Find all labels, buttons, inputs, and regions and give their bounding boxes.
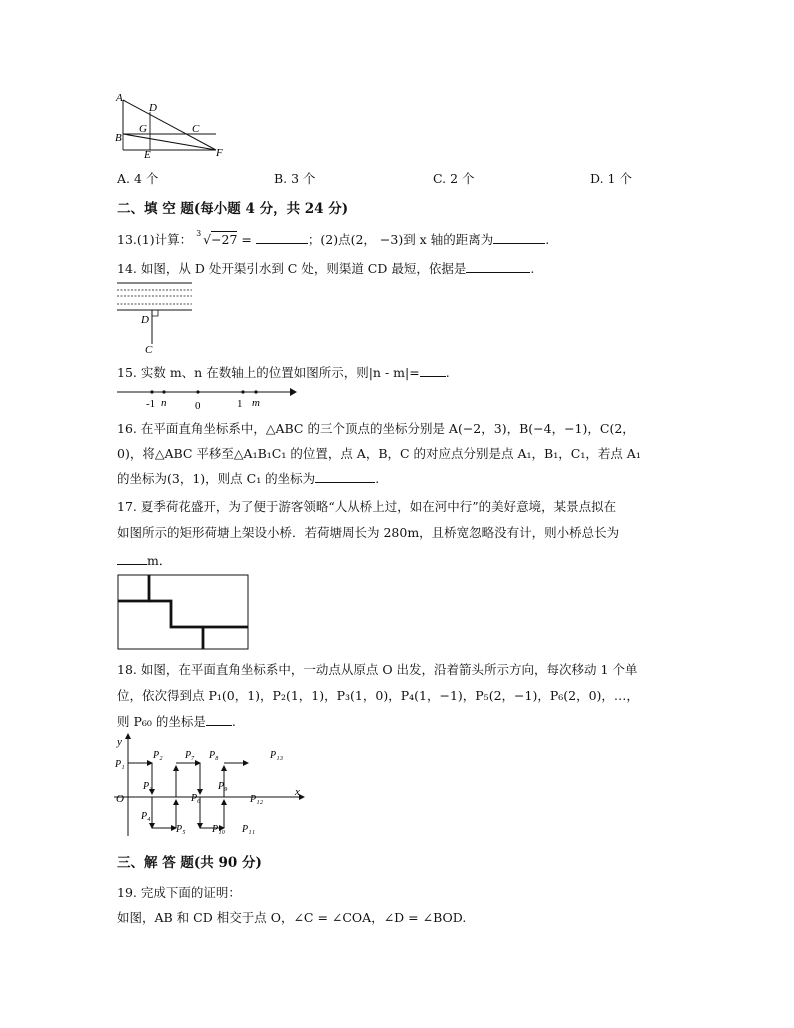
origin-label: O	[116, 793, 124, 805]
label-P11: P₁₁	[242, 824, 256, 835]
q18-end: .	[231, 714, 236, 729]
q12-triangle-figure	[112, 90, 232, 162]
q16-end: .	[375, 471, 380, 486]
label-E: E	[144, 149, 151, 161]
q15-blank[interactable]	[420, 364, 446, 377]
q13-part1: (1)计算：	[136, 232, 193, 247]
choice-a[interactable]: A. 4 个	[117, 171, 159, 186]
q13-part2: ；(2)点(2， −3)到 x 轴的距离为	[307, 232, 494, 247]
q14-line	[117, 259, 534, 277]
label-B: B	[115, 132, 122, 144]
q14-text: 14. 如图，从 D 处开渠引水到 C 处，则渠道 CD 最短，依据是	[117, 261, 467, 276]
label-A: A	[116, 92, 123, 104]
label-P8: P₈	[209, 750, 219, 761]
q17-unit: m．	[147, 553, 172, 568]
axis-y-label: y	[117, 736, 122, 748]
q15-end: .	[445, 365, 450, 380]
label-P6: P₆	[191, 793, 201, 804]
label-P2: P₂	[153, 750, 163, 761]
q15-number-line	[114, 383, 299, 413]
label-D: D	[149, 102, 157, 114]
root-index: 3	[196, 229, 202, 238]
q19-line2: 如图，AB 和 CD 相交于点 O，∠C = ∠COA，∠D = ∠BOD.	[117, 910, 467, 925]
q18-blank[interactable]	[206, 713, 232, 726]
q17-blank[interactable]	[117, 552, 147, 565]
q16-line3	[117, 469, 379, 487]
section3-title: 三、解 答 题(共 90 分)	[117, 855, 262, 871]
q15-text: 15. 实数 m、n 在数轴上的位置如图所示，则|n - m|=	[117, 365, 420, 380]
q13-number: 13.	[117, 232, 137, 247]
q17-line2: 如图所示的矩形荷塘上架设小桥．若荷塘周长为 280m，且桥宽忽略没有计，则小桥总长为	[117, 525, 620, 540]
q18-line3-text: 则 P₆₀ 的坐标是	[117, 714, 206, 729]
q16-blank[interactable]	[315, 470, 375, 483]
choice-b[interactable]: B. 3 个	[274, 171, 316, 186]
label-P4: P₄	[141, 811, 151, 822]
q16-line2: 0)，将△ABC 平移至△A₁B₁C₁ 的位置，点 A，B，C 的对应点分别是点 A₁，B₁，C₁，若点 A₁	[117, 446, 641, 461]
radicand: −27	[211, 232, 238, 247]
q13-blank2[interactable]	[493, 231, 545, 244]
label-F: F	[216, 147, 223, 159]
cube-root-expression	[196, 229, 238, 247]
label-P10: P₁₀	[212, 824, 226, 835]
tick-neg1: -1	[146, 398, 156, 410]
q13-equals: =	[237, 232, 252, 247]
choice-d[interactable]: D. 1 个	[590, 171, 632, 186]
label-P5: P₅	[176, 824, 186, 835]
label-G: G	[139, 123, 147, 135]
q14-canal-figure	[114, 280, 196, 356]
q19-line1: 19. 完成下面的证明：	[117, 885, 241, 900]
label-C: C	[192, 123, 200, 135]
radical-sign-icon: √	[203, 232, 212, 247]
q13-end: .	[545, 232, 550, 247]
tick-n: n	[161, 397, 167, 409]
label-P7: P₇	[185, 750, 195, 761]
tick-m: m	[252, 397, 260, 409]
label-P3: P₃	[143, 781, 153, 792]
q17-line1: 17. 夏季荷花盛开，为了便于游客领略“人从桥上过，如在河中行”的美好意境，某景点拟在	[117, 499, 617, 514]
label-P9: P₉	[218, 781, 228, 792]
q14-end: .	[530, 261, 535, 276]
q18-coordinate-figure	[112, 732, 312, 840]
q13-blank1[interactable]	[256, 231, 308, 244]
label-C: C	[145, 344, 153, 356]
q13-line	[117, 230, 549, 248]
q15-line	[117, 363, 450, 381]
label-D: D	[141, 314, 149, 326]
q18-line2: 位，依次得到点 P₁(0，1)，P₂(1，1)，P₃(1，0)，P₄(1，−1)，P₅(2，−1)，P₆(2，0)，…，	[117, 688, 639, 703]
q14-blank[interactable]	[466, 260, 530, 273]
tick-zero: 0	[195, 400, 201, 412]
q16-line3-text: 的坐标为(3，1)，则点 C₁ 的坐标为	[117, 471, 316, 486]
q17-pond-figure	[114, 573, 252, 653]
axis-x-label: x	[295, 786, 300, 798]
q18-line3	[117, 712, 236, 730]
choice-c[interactable]: C. 2 个	[433, 171, 475, 186]
label-P1: P₁	[115, 759, 125, 770]
q17-line3	[117, 551, 171, 569]
section2-title: 二、填 空 题(每小题 4 分，共 24 分)	[117, 201, 349, 217]
label-P12: P₁₂	[250, 794, 264, 805]
q16-line1: 16. 在平面直角坐标系中，△ABC 的三个顶点的坐标分别是 A(−2，3)，B(−4，−1)，C(2，	[117, 421, 635, 436]
label-P13: P₁₃	[270, 750, 284, 761]
q18-line1: 18. 如图，在平面直角坐标系中，一动点从原点 O 出发，沿着箭头所示方向，每次移动 1 个单	[117, 662, 638, 677]
tick-one: 1	[237, 398, 243, 410]
